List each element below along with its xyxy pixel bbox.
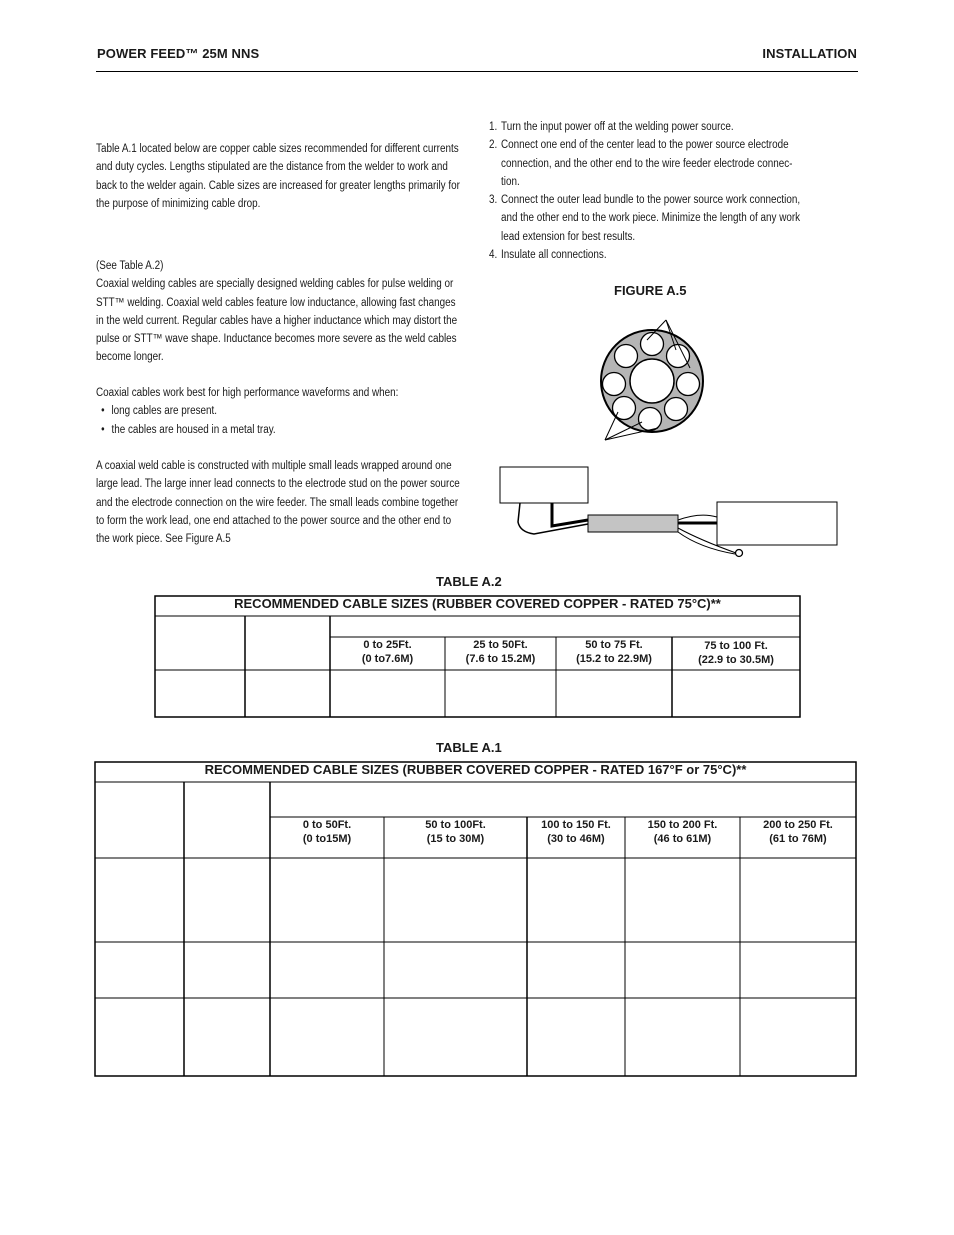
- bullet-text: the cables are housed in a metal tray.: [111, 423, 276, 436]
- header-line: 50 to 100Ft.: [425, 819, 486, 831]
- table-a2-length-header: [672, 639, 800, 667]
- intro-paragraph: [96, 140, 474, 213]
- text-line: STT™ welding. Coaxial weld cables feature low inductance, allowing fast changes: [96, 296, 456, 309]
- text-line: Table A.1 located below are copper cable sizes recommended for different currents: [96, 143, 459, 155]
- text-line: the work piece. See Figure A.5: [96, 533, 231, 546]
- table-a1-length-header: [384, 818, 527, 846]
- text-line: large lead. The large inner lead connects to the electrode stud on the power source: [96, 478, 460, 491]
- table-a1-length-header: [625, 818, 740, 846]
- table-a2-length-header: [556, 638, 672, 666]
- header-line: 50 to 75 Ft.: [585, 639, 643, 651]
- text-line: pulse or STT™ wave shape. Inductance becomes more severe as the weld cables: [96, 333, 457, 346]
- header-line: (0 to7.6M): [361, 653, 414, 665]
- text-line: and duty cycles. Lengths stipulated are the distance from the welder to work and: [96, 161, 448, 174]
- step-line: Connect one end of the center lead to the power source electrode: [501, 139, 789, 152]
- table-a2-length-header: [330, 638, 445, 666]
- bullet-item: • long cables are present.: [101, 405, 218, 418]
- header-line: 100 to 150 Ft.: [541, 819, 611, 831]
- table-a2-band: RECOMMENDED CABLE SIZES (RUBBER COVERED COPPER - RATED 75°C)**: [234, 596, 721, 611]
- text-line: to form the work lead, one end attached to the power source and the other end to: [96, 514, 452, 527]
- header-line: (22.9 to 30.5M): [698, 654, 774, 666]
- header-line: 150 to 200 Ft.: [647, 819, 718, 831]
- step-item: [489, 136, 850, 191]
- cable-connection-diagram: [500, 467, 837, 557]
- bullet-text: long cables are present.: [111, 405, 218, 418]
- coaxial-cross-section: [601, 320, 703, 440]
- coaxial-usage: [96, 384, 474, 439]
- text-line: become longer.: [96, 351, 164, 364]
- table-a1-length-header: [270, 818, 384, 846]
- table-a1-length-header: [740, 818, 856, 846]
- header-line: 200 to 250 Ft.: [763, 819, 833, 831]
- text-line: back to the welder again. Cable sizes are increased for greater lengths primarily for: [96, 179, 460, 192]
- text-line: in the weld current. Regular cables have a higher inductance which may distort the: [96, 314, 458, 327]
- step-number: 1.: [489, 121, 498, 133]
- header-line: 75 to 100 Ft.: [704, 640, 768, 652]
- header-line: (15 to 30M): [426, 833, 485, 845]
- installation-steps: [489, 118, 850, 264]
- construction-paragraph: [96, 457, 474, 548]
- table-a1-title: TABLE A.1: [436, 740, 502, 755]
- text-line: A coaxial weld cable is constructed with multiple small leads wrapped around one: [96, 460, 452, 472]
- step-line: Turn the input power off at the welding power source.: [501, 121, 734, 133]
- step-line: and the other end to the work piece. Minimize the length of any work: [501, 212, 801, 225]
- header-line: 0 to 50Ft.: [302, 819, 352, 831]
- header-line: (46 to 61M): [653, 833, 712, 845]
- table-a1-length-header: [527, 818, 625, 846]
- text-line: Coaxial cables work best for high performance waveforms and when:: [96, 387, 399, 399]
- step-line: Insulate all connections.: [501, 249, 607, 262]
- step-number: 4.: [489, 249, 498, 262]
- step-item: [489, 191, 850, 246]
- step-line: connection, and the other end to the wire feeder electrode connec-: [501, 157, 793, 170]
- header-section: INSTALLATION: [762, 46, 857, 61]
- text-line: Coaxial welding cables are specially designed welding cables for pulse welding or: [96, 278, 454, 291]
- table-a2-title: TABLE A.2: [436, 574, 502, 589]
- coaxial-paragraph: [96, 257, 474, 367]
- bullet-item: • the cables are housed in a metal tray.: [101, 423, 276, 436]
- step-number: 2.: [489, 139, 498, 152]
- step-item: [489, 118, 850, 136]
- step-line: lead extension for best results.: [501, 230, 636, 243]
- figure-title: FIGURE A.5: [614, 283, 687, 298]
- step-line: Connect the outer lead bundle to the power source work connection,: [501, 194, 801, 207]
- header-line: (30 to 46M): [547, 833, 605, 845]
- header-rule: [96, 71, 858, 72]
- header-line: (0 to15M): [302, 833, 352, 845]
- header-line: (61 to 76M): [769, 833, 827, 845]
- step-number: 3.: [489, 194, 498, 207]
- header-line: (7.6 to 15.2M): [465, 653, 536, 665]
- table-a2-length-header: [445, 638, 556, 666]
- step-line: tion.: [501, 175, 520, 188]
- table-a1-grid: [95, 762, 856, 1076]
- text-line: and the electrode connection on the wire feeder. The small leads combine together: [96, 496, 459, 509]
- header-line: 25 to 50Ft.: [473, 639, 528, 651]
- step-item: [489, 246, 850, 264]
- table-a1-band: RECOMMENDED CABLE SIZES (RUBBER COVERED COPPER - RATED 167°F or 75°C)**: [204, 762, 747, 777]
- text-line: the purpose of minimizing cable drop.: [96, 197, 261, 210]
- text-line: (See Table A.2): [96, 260, 164, 272]
- header-title: POWER FEED™ 25M NNS: [97, 46, 260, 61]
- header-line: (15.2 to 22.9M): [576, 653, 652, 665]
- header-line: 0 to 25Ft.: [363, 639, 412, 651]
